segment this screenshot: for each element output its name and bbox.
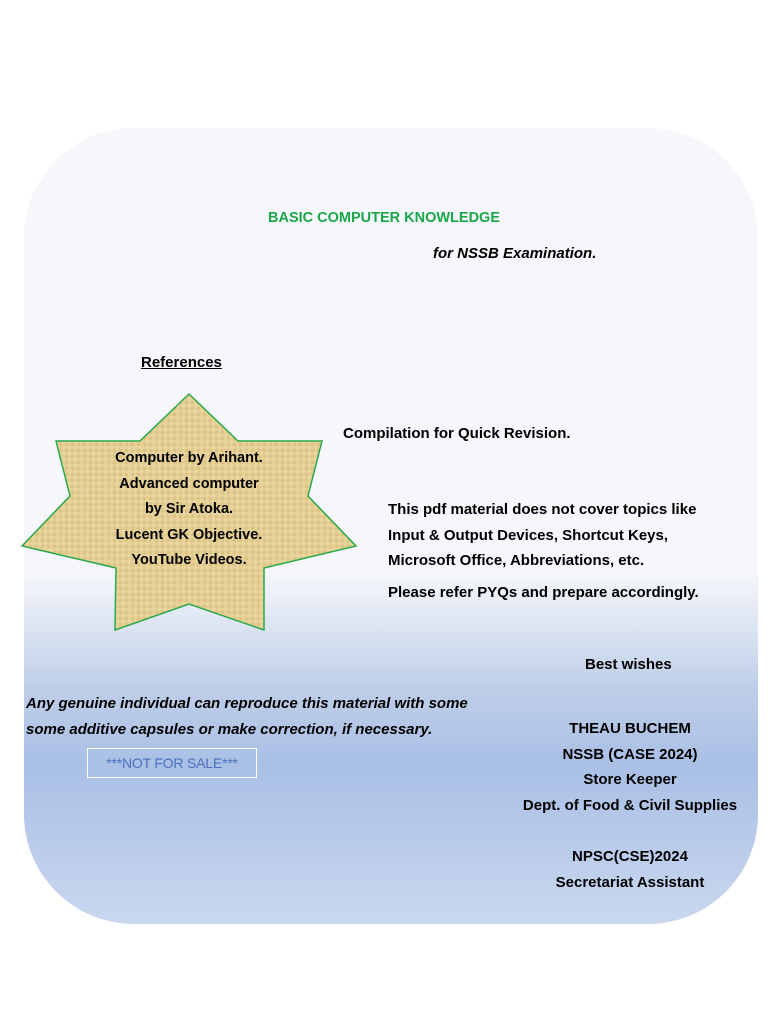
- coverage-note-line: Input & Output Devices, Shortcut Keys,: [388, 526, 669, 544]
- coverage-note: [388, 497, 696, 574]
- best-wishes: Best wishes: [585, 656, 672, 673]
- reference-item: Computer by Arihant.: [115, 450, 263, 466]
- references-heading: References: [141, 354, 222, 371]
- document-title: BASIC COMPUTER KNOWLEDGE: [268, 210, 500, 226]
- compilation-text: Compilation for Quick Revision.: [343, 425, 571, 442]
- author-block: [510, 716, 750, 895]
- author-line: Store Keeper: [583, 771, 677, 789]
- coverage-note-line: Microsoft Office, Abbreviations, etc.: [388, 552, 645, 569]
- document-subtitle: for NSSB Examination.: [433, 245, 597, 262]
- reference-item: by Sir Atoka.: [144, 501, 234, 517]
- pyq-note: Please refer PYQs and prepare accordingly.: [388, 584, 699, 601]
- disclaimer-line: Any genuine individual can reproduce this material with some: [26, 695, 468, 712]
- reference-item: Lucent GK Objective.: [115, 526, 263, 543]
- reference-item: Advanced computer: [119, 475, 259, 492]
- coverage-note-line: This pdf material does not cover topics like: [388, 501, 697, 518]
- author-line: NPSC(CSE)2024: [572, 847, 688, 865]
- reference-item: YouTube Videos.: [131, 552, 247, 568]
- author-line: Dept. of Food & Civil Supplies: [522, 796, 738, 814]
- author-spacer: [510, 818, 750, 844]
- author-line: NSSB (CASE 2024): [562, 745, 698, 763]
- author-name: THEAU BUCHEM: [569, 720, 691, 737]
- disclaimer-line: some additive capsules or make correction, if necessary.: [26, 721, 433, 738]
- references-list: [20, 446, 358, 574]
- author-line: Secretariat Assistant: [555, 873, 705, 891]
- reproduction-disclaimer: [26, 691, 468, 743]
- not-for-sale-badge: ***NOT FOR SALE***: [87, 748, 257, 778]
